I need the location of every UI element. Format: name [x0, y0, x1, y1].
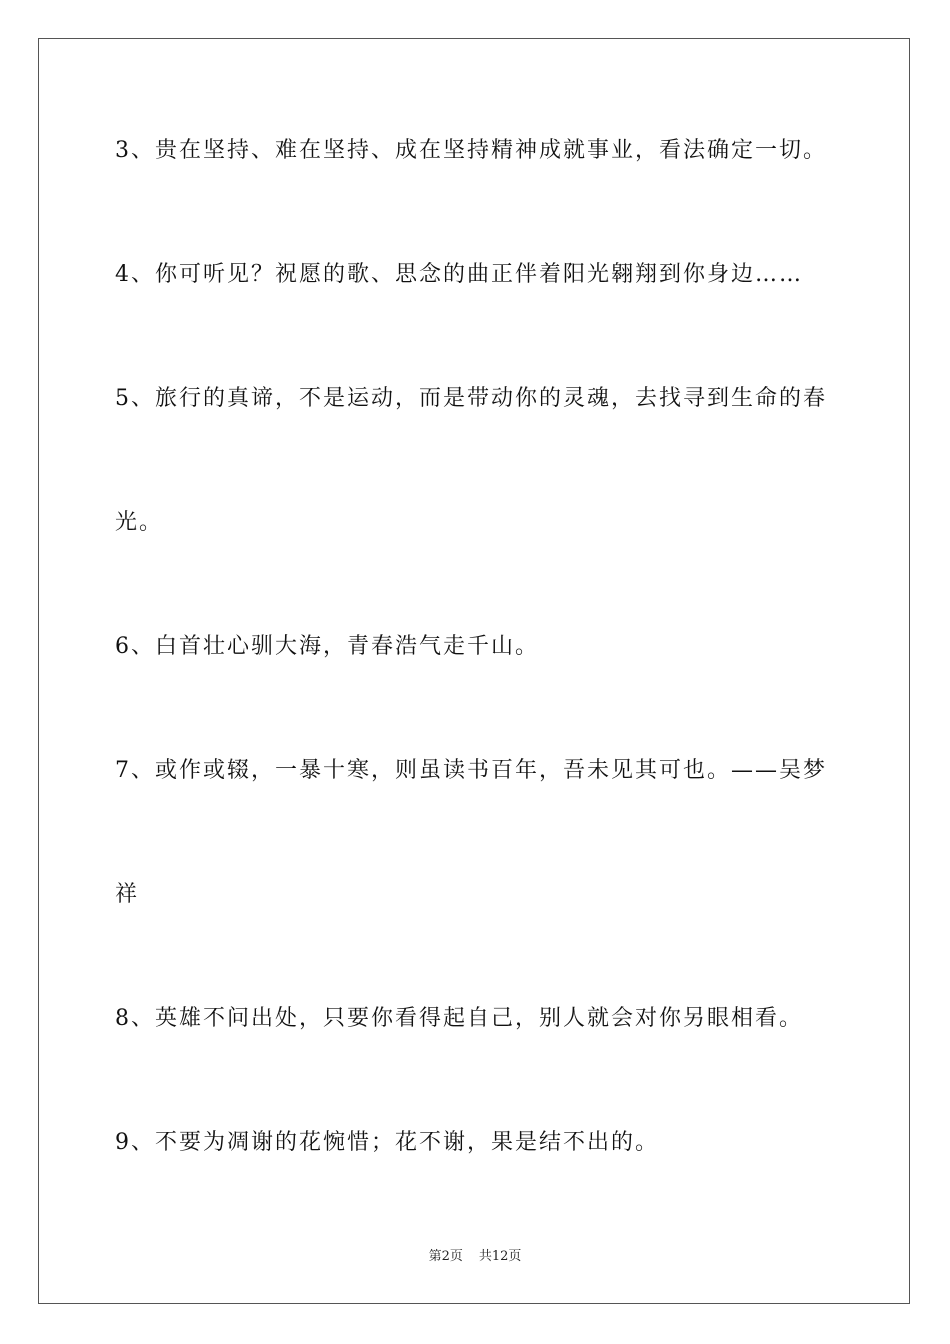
text-line-5: 6、白首壮心驯大海，青春浩气走千山。	[115, 634, 539, 659]
page-total: 共12页	[478, 1249, 522, 1264]
text-line-8: 8、英雄不问出处，只要你看得起自己，别人就会对你另眼相看。	[115, 1006, 803, 1031]
text-line-1: 3、贵在坚持、难在坚持、成在坚持精神成就事业，看法确定一切。	[115, 138, 827, 163]
page-footer	[0, 1248, 950, 1266]
text-line-6: 7、或作或辍，一暴十寒，则虽读书百年，吾未见其可也。——吴梦	[115, 758, 827, 783]
text-line-4: 光。	[115, 510, 164, 535]
text-line-3: 5、旅行的真谛，不是运动，而是带动你的灵魂，去找寻到生命的春	[115, 386, 827, 411]
page-number: 第2页	[428, 1249, 463, 1264]
text-line-2: 4、你可听见？祝愿的歌、思念的曲正伴着阳光翱翔到你身边……	[115, 262, 803, 287]
text-line-7: 祥	[115, 882, 140, 907]
text-line-9: 9、不要为凋谢的花惋惜；花不谢，果是结不出的。	[115, 1130, 659, 1155]
page-frame	[38, 38, 910, 1304]
